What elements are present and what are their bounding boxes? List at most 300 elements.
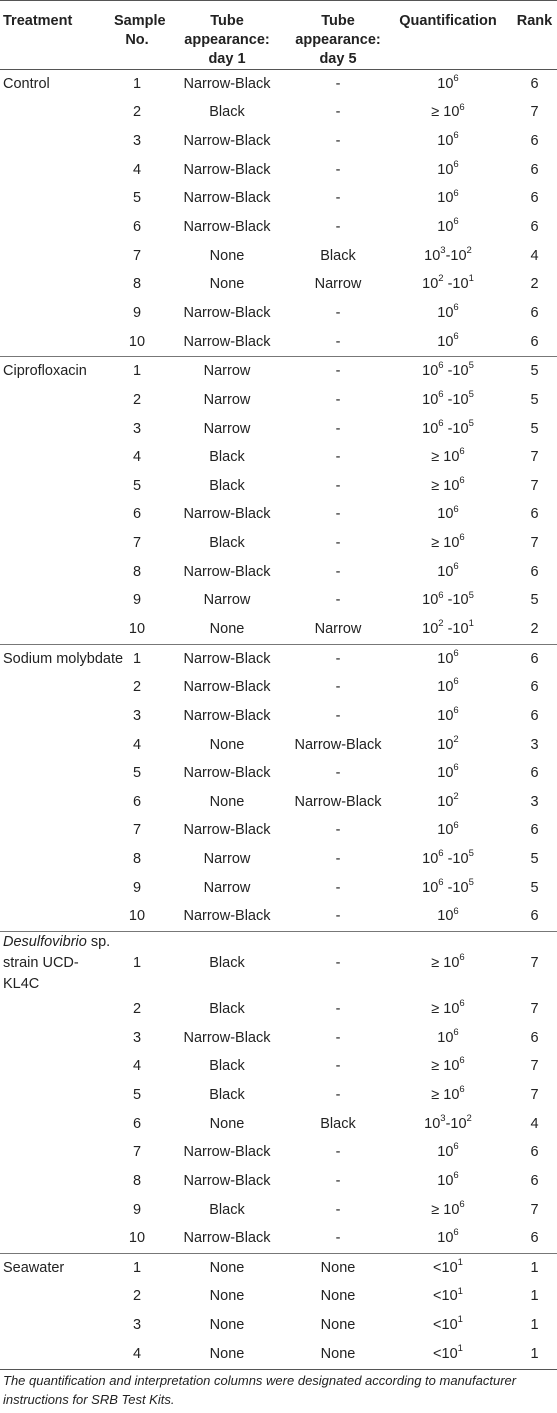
- cell-day1: Narrow-Black: [183, 679, 271, 696]
- table-row: [0, 1053, 557, 1082]
- cell-rank: 6: [530, 219, 539, 236]
- table-body: [0, 70, 557, 1370]
- cell-day5: None: [320, 1317, 356, 1334]
- cell-rank: 6: [530, 679, 539, 696]
- cell-rank: 5: [530, 851, 539, 868]
- cell-sample: 9: [132, 879, 142, 896]
- cell-rank: 6: [530, 161, 539, 178]
- cell-treatment: [0, 1224, 112, 1253]
- cell-quantification: $10^6$ $-10^5$: [422, 589, 474, 609]
- cell-treatment: [0, 1311, 112, 1340]
- cell-rank: 6: [530, 133, 539, 150]
- table-row: [0, 443, 557, 472]
- cell-quantification: $10^6$: [437, 819, 459, 839]
- cell-rank: 5: [530, 391, 539, 408]
- cell-rank: 5: [512, 357, 557, 386]
- header-quantification: Quantification: [384, 1, 512, 70]
- cell-day5: -: [335, 908, 341, 925]
- cell-day1: Narrow-Black: [162, 70, 292, 99]
- cell-sample: 4: [132, 449, 142, 466]
- cell-quantification: $10^2$: [437, 791, 459, 810]
- cell-quantification: ≥ $10^6$: [431, 532, 465, 552]
- cell-day1: Narrow-Black: [183, 765, 271, 782]
- cell-treatment: [0, 1024, 112, 1053]
- cell-quantification: $10^6$: [437, 302, 459, 321]
- cell-quantification: $10^3-10^2$: [424, 1112, 472, 1132]
- table-row: [0, 270, 557, 299]
- cell-day1: Narrow-Black: [183, 190, 271, 207]
- table-row: [0, 731, 557, 760]
- cell-quantification: $10^6$: [437, 905, 459, 925]
- cell-treatment: [0, 587, 112, 616]
- cell-day5: -: [335, 190, 341, 207]
- cell-treatment: [0, 529, 112, 558]
- cell-day5: -: [335, 133, 341, 150]
- cell-treatment: [0, 1283, 112, 1312]
- cell-day1: Narrow-Black: [162, 644, 292, 673]
- cell-treatment: [0, 242, 112, 271]
- cell-rank: 4: [530, 1115, 539, 1132]
- cell-quantification: $10^6$: [437, 330, 459, 350]
- table-row: [0, 673, 557, 702]
- cell-sample: 3: [132, 1029, 142, 1046]
- table-row: [0, 185, 557, 214]
- cell-rank: 7: [530, 1201, 539, 1218]
- cell-day1: Black: [209, 104, 245, 121]
- cell-day5: Narrow-Black: [294, 793, 382, 810]
- cell-rank: 7: [530, 1058, 539, 1075]
- cell-day5: -: [335, 1058, 341, 1075]
- table-row: [0, 1196, 557, 1225]
- cell-day1: Narrow-Black: [183, 219, 271, 236]
- cell-sample: 7: [132, 822, 142, 839]
- table-row: [0, 903, 557, 932]
- table-row: [0, 644, 557, 673]
- cell-sample: 6: [132, 1115, 142, 1132]
- cell-sample: 5: [132, 765, 142, 782]
- cell-rank: 6: [530, 822, 539, 839]
- cell-rank: 7: [530, 449, 539, 466]
- cell-day1: Black: [209, 477, 245, 494]
- cell-treatment: [0, 443, 112, 472]
- cell-day5: -: [292, 644, 384, 673]
- cell-day5: -: [335, 333, 341, 350]
- cell-day1: Black: [209, 1201, 245, 1218]
- header-day1-line3: day 1: [208, 51, 246, 67]
- cell-quantification: ≥ $10^6$: [431, 1055, 465, 1075]
- cell-day5: -: [335, 1086, 341, 1103]
- header-day1-line2: appearance:: [184, 32, 270, 48]
- cell-sample: 6: [132, 793, 142, 810]
- cell-day1: None: [209, 620, 245, 637]
- cell-treatment: [0, 357, 112, 386]
- cell-treatment: [0, 615, 112, 644]
- cell-sample: 8: [132, 1172, 142, 1189]
- cell-sample: 9: [132, 1201, 142, 1218]
- header-sample-line1: Sample: [114, 13, 166, 29]
- cell-sample: 1: [112, 70, 162, 99]
- cell-sample: 4: [132, 736, 142, 753]
- cell-sample: 9: [132, 592, 142, 609]
- table-row: [0, 702, 557, 731]
- cell-treatment: [0, 1253, 112, 1282]
- cell-day5: -: [335, 1029, 341, 1046]
- cell-day5: -: [335, 851, 341, 868]
- cell-sample: 8: [132, 563, 142, 580]
- table-row: [0, 995, 557, 1024]
- table-row: [0, 328, 557, 357]
- table-row: [0, 1311, 557, 1340]
- cell-day5: -: [292, 932, 384, 996]
- cell-treatment: [0, 558, 112, 587]
- cell-sample: 2: [132, 1001, 142, 1018]
- table-row: [0, 357, 557, 386]
- cell-rank: 1: [512, 1253, 557, 1282]
- cell-rank: 6: [530, 190, 539, 207]
- cell-treatment: [0, 845, 112, 874]
- cell-quantification: $10^6$: [437, 503, 459, 523]
- cell-day1: Black: [209, 1058, 245, 1075]
- cell-quantification: $10^6$: [437, 1227, 459, 1247]
- cell-treatment: [0, 903, 112, 932]
- cell-treatment: [0, 1138, 112, 1167]
- cell-day1: Narrow-Black: [183, 1029, 271, 1046]
- cell-sample: 6: [132, 219, 142, 236]
- cell-sample: 6: [132, 506, 142, 523]
- treatment-genus: Desulfovibrio: [3, 934, 87, 951]
- cell-day1: Narrow-Black: [183, 707, 271, 724]
- cell-day5: -: [335, 449, 341, 466]
- cell-treatment: [0, 185, 112, 214]
- cell-day1: None: [209, 247, 245, 264]
- footnote: The quantification and interpretation columns were designated according to manufacturer instructions for SRB Test Kits.: [3, 1373, 517, 1407]
- cell-day5: -: [335, 1144, 341, 1161]
- cell-rank: 1: [530, 1288, 539, 1305]
- cell-day1: Narrow: [203, 879, 251, 896]
- cell-day5: -: [335, 304, 341, 321]
- cell-treatment: [0, 995, 112, 1024]
- cell-quantification: $10^6$: [437, 158, 459, 178]
- cell-day1: Narrow-Black: [183, 1144, 271, 1161]
- cell-sample: 7: [132, 1144, 142, 1161]
- table-row: [0, 1138, 557, 1167]
- cell-treatment: [0, 386, 112, 415]
- table-row: [0, 529, 557, 558]
- cell-rank: 6: [530, 1230, 539, 1247]
- header-day1: [162, 1, 292, 70]
- cell-day1: None: [209, 1288, 245, 1305]
- cell-sample: 10: [128, 1230, 146, 1247]
- cell-quantification: $10^2$ $-10^1$: [422, 273, 474, 293]
- cell-sample: 10: [128, 620, 146, 637]
- treatment-name: Seawater: [3, 1259, 65, 1276]
- cell-day1: Narrow-Black: [183, 304, 271, 321]
- cell-sample: 4: [132, 161, 142, 178]
- cell-rank: 2: [530, 276, 539, 293]
- cell-day5: -: [335, 1001, 341, 1018]
- table-row: [0, 1224, 557, 1253]
- table-row: [0, 70, 557, 99]
- cell-day5: -: [335, 1230, 341, 1247]
- cell-rank: 5: [530, 592, 539, 609]
- cell-day5: None: [292, 1340, 384, 1369]
- header-treatment: Treatment: [0, 1, 112, 70]
- table-row: [0, 817, 557, 846]
- cell-day5: None: [320, 1288, 356, 1305]
- cell-quantification: ≥ $10^6$: [431, 474, 465, 494]
- cell-day5: -: [335, 563, 341, 580]
- cell-day1: Narrow-Black: [183, 822, 271, 839]
- cell-day1: Narrow-Black: [183, 333, 271, 350]
- treatment-name: sp. strain UCD-KL4C: [3, 934, 111, 993]
- cell-quantification: $10^6$: [437, 705, 459, 724]
- cell-quantification: $10^3-10^2$: [424, 244, 472, 264]
- cell-treatment: [0, 1053, 112, 1082]
- cell-quantification: $10^6$ $-10^5$: [422, 848, 474, 868]
- cell-day1: Narrow-Black: [183, 133, 271, 150]
- table-row: [0, 501, 557, 530]
- cell-day5: -: [292, 357, 384, 386]
- table-row: [0, 587, 557, 616]
- cell-rank: 6: [530, 1172, 539, 1189]
- table-row: [0, 1081, 557, 1110]
- table-row: [0, 845, 557, 874]
- cell-day5: -: [335, 765, 341, 782]
- cell-day5: -: [335, 477, 341, 494]
- cell-quantification: $10^6$ $-10^5$: [384, 357, 512, 386]
- cell-quantification: $10^6$: [437, 216, 459, 236]
- cell-treatment: [0, 731, 112, 760]
- cell-quantification: $10^6$: [437, 676, 459, 696]
- cell-quantification: $<10^1$: [384, 1253, 512, 1282]
- cell-treatment: [0, 99, 112, 128]
- treatment-name: Sodium molybdate: [3, 650, 124, 667]
- table-row: [0, 415, 557, 444]
- cell-quantification: $<10^1$: [384, 1340, 512, 1369]
- cell-day1: None: [209, 276, 245, 293]
- cell-treatment: [0, 874, 112, 903]
- cell-day1: None: [209, 736, 245, 753]
- cell-treatment: [0, 270, 112, 299]
- cell-day1: Narrow-Black: [183, 908, 271, 925]
- cell-quantification: $10^6$ $-10^5$: [422, 876, 474, 896]
- cell-day1: None: [209, 793, 245, 810]
- cell-rank: 2: [530, 620, 539, 637]
- table-row: [0, 242, 557, 271]
- cell-treatment: [0, 415, 112, 444]
- cell-sample: 5: [132, 1086, 142, 1103]
- table-row: [0, 788, 557, 817]
- cell-day5: -: [335, 707, 341, 724]
- cell-sample: 3: [132, 420, 142, 437]
- cell-sample: 4: [112, 1340, 162, 1369]
- cell-day1: None: [209, 1115, 245, 1132]
- cell-day1: Narrow-Black: [183, 1172, 271, 1189]
- cell-sample: 10: [128, 333, 146, 350]
- cell-rank: 6: [530, 333, 539, 350]
- header-day5-line2: appearance:: [295, 32, 381, 48]
- cell-treatment: [0, 702, 112, 731]
- cell-day1: Narrow: [203, 592, 251, 609]
- cell-rank: 1: [512, 1340, 557, 1369]
- cell-rank: 3: [530, 736, 539, 753]
- cell-quantification: $10^6$: [437, 560, 459, 580]
- cell-quantification: $10^6$: [437, 1170, 459, 1189]
- cell-treatment: [0, 759, 112, 788]
- cell-day1: Narrow: [203, 851, 251, 868]
- cell-quantification: ≥ $10^6$: [384, 932, 512, 996]
- cell-treatment: [0, 1196, 112, 1225]
- table-row: [0, 472, 557, 501]
- cell-rank: 7: [512, 932, 557, 996]
- cell-quantification: $10^6$: [437, 1141, 459, 1161]
- table-row: [0, 1253, 557, 1282]
- cell-rank: 6: [530, 707, 539, 724]
- cell-treatment: [0, 127, 112, 156]
- header-sample-line2: No.: [125, 32, 149, 48]
- table-row: [0, 1340, 557, 1369]
- cell-sample: 1: [112, 932, 162, 996]
- cell-day5: -: [335, 219, 341, 236]
- header-row: [0, 1, 557, 70]
- table-row: [0, 99, 557, 128]
- cell-rank: 7: [530, 1086, 539, 1103]
- table-row: [0, 1024, 557, 1053]
- cell-day5: -: [335, 420, 341, 437]
- cell-sample: 7: [132, 535, 142, 552]
- cell-sample: 10: [128, 908, 146, 925]
- cell-sample: 3: [132, 707, 142, 724]
- cell-rank: 6: [530, 304, 539, 321]
- cell-day5: -: [335, 535, 341, 552]
- cell-day5: -: [335, 506, 341, 523]
- cell-rank: 1: [530, 1317, 539, 1334]
- cell-treatment: [0, 1167, 112, 1196]
- cell-rank: 6: [530, 506, 539, 523]
- cell-day5: Narrow: [314, 276, 362, 293]
- cell-quantification: $10^6$: [384, 644, 512, 673]
- cell-day1: Narrow: [203, 420, 251, 437]
- cell-day1: Narrow-Black: [183, 563, 271, 580]
- cell-treatment: [0, 328, 112, 357]
- cell-sample: 5: [132, 190, 142, 207]
- table-row: [0, 1167, 557, 1196]
- cell-rank: 6: [530, 1029, 539, 1046]
- cell-day5: -: [335, 391, 341, 408]
- cell-day1: None: [209, 1317, 245, 1334]
- cell-quantification: $10^6$: [437, 762, 459, 782]
- cell-rank: 7: [530, 535, 539, 552]
- cell-quantification: $10^2$: [437, 733, 459, 753]
- table-row: [0, 156, 557, 185]
- table-row: [0, 874, 557, 903]
- header-day5: [292, 1, 384, 70]
- cell-sample: 8: [132, 276, 142, 293]
- cell-day5: -: [335, 1201, 341, 1218]
- cell-treatment: [0, 1340, 112, 1369]
- table-row: [0, 759, 557, 788]
- header-rank: Rank: [512, 1, 557, 70]
- cell-treatment: [0, 932, 112, 996]
- table-row: [0, 127, 557, 156]
- cell-sample: 1: [112, 644, 162, 673]
- cell-rank: 5: [530, 879, 539, 896]
- cell-sample: 4: [132, 1058, 142, 1075]
- cell-treatment: [0, 817, 112, 846]
- cell-treatment: [0, 472, 112, 501]
- cell-rank: 4: [530, 247, 539, 264]
- cell-day1: Narrow: [162, 357, 292, 386]
- cell-sample: 2: [132, 1288, 142, 1305]
- cell-quantification: $<10^1$: [433, 1285, 463, 1305]
- cell-day1: Black: [162, 932, 292, 996]
- cell-day5: -: [335, 592, 341, 609]
- cell-day5: -: [335, 679, 341, 696]
- cell-treatment: [0, 213, 112, 242]
- header-sample: [112, 1, 166, 70]
- cell-rank: 6: [512, 70, 557, 99]
- cell-quantification: $10^6$: [437, 1026, 459, 1046]
- cell-day5: Black: [320, 1115, 356, 1132]
- cell-rank: 6: [530, 1144, 539, 1161]
- cell-day5: -: [335, 822, 341, 839]
- cell-day1: None: [162, 1253, 292, 1282]
- cell-quantification: $10^2$ $-10^1$: [422, 618, 474, 637]
- cell-quantification: ≥ $10^6$: [431, 446, 465, 466]
- table-row: [0, 1283, 557, 1312]
- cell-treatment: [0, 299, 112, 328]
- cell-treatment: [0, 1081, 112, 1110]
- cell-quantification: $10^6$: [384, 70, 512, 99]
- cell-day5: -: [335, 879, 341, 896]
- cell-rank: 6: [512, 644, 557, 673]
- cell-treatment: [0, 156, 112, 185]
- cell-day5: Black: [320, 247, 356, 264]
- cell-treatment: [0, 673, 112, 702]
- header-day1-line1: Tube: [210, 13, 244, 29]
- cell-day1: Black: [209, 449, 245, 466]
- cell-day5: -: [335, 161, 341, 178]
- cell-rank: 7: [530, 1001, 539, 1018]
- cell-sample: 9: [132, 304, 142, 321]
- cell-treatment: [0, 644, 124, 673]
- cell-sample: 2: [132, 104, 142, 121]
- cell-day5: -: [335, 104, 341, 121]
- cell-sample: 8: [132, 851, 142, 868]
- cell-quantification: ≥ $10^6$: [431, 1198, 465, 1218]
- cell-day1: Narrow-Black: [183, 506, 271, 523]
- table-row: [0, 558, 557, 587]
- cell-sample: 3: [132, 133, 142, 150]
- cell-quantification: $10^6$: [437, 187, 459, 207]
- cell-sample: 5: [132, 477, 142, 494]
- cell-quantification: ≥ $10^6$: [431, 998, 465, 1018]
- treatment-name: Ciprofloxacin: [3, 363, 87, 380]
- cell-sample: 3: [132, 1317, 142, 1334]
- cell-day1: Black: [209, 1001, 245, 1018]
- cell-day5: None: [292, 1253, 384, 1282]
- cell-treatment: [0, 501, 112, 530]
- cell-rank: 5: [530, 420, 539, 437]
- cell-sample: 2: [132, 391, 142, 408]
- cell-quantification: ≥ $10^6$: [431, 101, 465, 121]
- table-row: [0, 932, 557, 996]
- cell-rank: 6: [530, 563, 539, 580]
- table-row: [0, 386, 557, 415]
- cell-day5: -: [292, 70, 384, 99]
- cell-treatment: [0, 70, 112, 99]
- cell-day5: Narrow-Black: [294, 736, 382, 753]
